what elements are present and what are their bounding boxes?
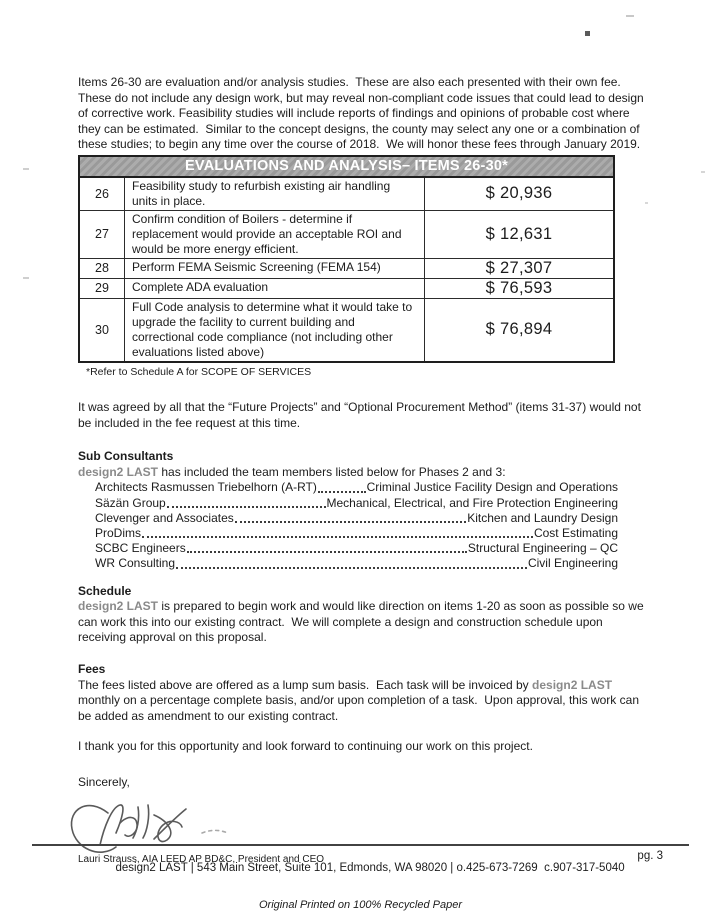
schedule-section — [78, 584, 648, 646]
table-row — [80, 178, 613, 211]
item-fee-cell: $ 76,593 — [424, 279, 613, 298]
scan-artifact — [585, 31, 590, 36]
sub-consultants-heading: Sub Consultants — [78, 449, 174, 464]
consultant-name: WR Consulting — [95, 556, 176, 571]
fee-table — [78, 155, 615, 363]
list-item — [95, 541, 618, 556]
table-row — [80, 211, 613, 259]
consultant-role: Mechanical, Electrical, and Fire Protection Engineering — [326, 495, 618, 510]
fee-table-body — [80, 178, 613, 361]
consultant-role: Criminal Justice Facility Design and Operations — [366, 480, 618, 495]
document-body — [78, 75, 648, 866]
consultant-role: Structural Engineering – QC — [467, 541, 618, 556]
list-item — [95, 480, 618, 495]
sub-consultants-section — [78, 449, 648, 571]
fees-heading: Fees — [78, 661, 106, 676]
item-number-cell: 27 — [80, 211, 125, 258]
scan-artifact — [626, 15, 634, 17]
consultant-role: Cost Estimating — [533, 525, 618, 540]
intro-paragraph: Items 26-30 are evaluation and/or analysis studies. These are also each presented with their own fee. These do not include any design work, but may reveal non-compliant code issues that could lead to design of corrective work. Feasibility studies will include reports of findings and opinions of probable cost where they can be estimated. Similar to the concept designs, the county may select any one or a combination of these studies; to begin any time over the course of 2018. We will honor these fees through January 2019. — [78, 75, 648, 152]
list-item — [95, 526, 618, 541]
table-footnote: *Refer to Schedule A for SCOPE OF SERVICES — [86, 365, 312, 378]
table-row — [80, 279, 613, 299]
fees-paragraph — [78, 678, 648, 725]
list-item — [95, 556, 618, 571]
table-row — [80, 299, 613, 361]
agreement-paragraph: It was agreed by all that the “Future Projects” and “Optional Procurement Method” (items 31-37) would not be included in the fee request at this time. — [78, 399, 645, 430]
item-description-cell: Confirm condition of Boilers - determine if replacement would provide an acceptable ROI and would be more energy efficient. — [132, 211, 402, 256]
item-fee-cell: $ 27,307 — [424, 259, 613, 278]
signatory-name: Lauri Strauss, AIA LEED AP BD&C, President and CEO — [78, 853, 325, 865]
item-description-cell: Full Code analysis to determine what it would take to upgrade the facility to current building and correctional code compliance (not including other evaluations listed above) — [132, 299, 413, 359]
item-description-cell: Feasibility study to refurbish existing air handling units in place. — [132, 178, 391, 208]
item-fee-cell: $ 76,894 — [424, 299, 613, 361]
brand-name: design2 LAST — [532, 677, 613, 692]
dot-leader — [167, 506, 326, 508]
schedule-heading: Schedule — [78, 583, 132, 598]
brand-name: design2 LAST — [78, 599, 159, 614]
list-item — [95, 511, 618, 526]
fees-section — [78, 662, 648, 724]
thank-you-line: I thank you for this opportunity and look forward to continuing our work on this project. — [78, 739, 533, 754]
sub-consultants-intro — [78, 465, 648, 481]
item-fee-cell: $ 12,631 — [424, 211, 613, 258]
salutation-line: Sincerely, — [78, 774, 130, 789]
schedule-paragraph-text: is prepared to begin work and would like direction on items 1-20 as soon as possible so we can work this into our existing contract. We will complete a design and construction schedule upon receiving approval on this proposal. — [78, 599, 647, 645]
footer-recycled-note: Original Printed on 100% Recycled Paper — [258, 899, 462, 911]
item-description-cell: Perform FEMA Seismic Screening (FEMA 154) — [132, 259, 381, 274]
consultant-role: Civil Engineering — [527, 556, 618, 571]
scan-artifact — [23, 277, 29, 279]
item-number-cell: 26 — [80, 178, 125, 210]
dot-leader — [187, 551, 467, 553]
consultant-name: SCBC Engineers — [95, 541, 186, 556]
dot-leader — [142, 536, 533, 538]
footer-contact-text: design2 LAST | 543 Main Street, Suite 101, Edmonds, WA 98020 | o.425-673-7269 c.907-317-5040 — [115, 862, 625, 874]
sub-consultants-list — [95, 480, 618, 571]
fees-paragraph-text-before: The fees listed above are offered as a lump sum basis. Each task will be invoiced by — [78, 677, 533, 692]
footer-divider — [32, 844, 689, 846]
scan-artifact — [23, 168, 29, 170]
page-footer — [32, 844, 689, 911]
footer-contact-line — [32, 850, 689, 898]
consultant-name: ProDims — [95, 525, 142, 540]
consultant-name: Clevenger and Associates — [95, 510, 234, 525]
table-row — [80, 259, 613, 279]
dot-leader — [235, 521, 466, 523]
dot-leader — [318, 491, 366, 493]
item-number-cell: 28 — [80, 259, 125, 278]
scan-artifact — [701, 171, 705, 173]
item-fee-cell: $ 20,936 — [424, 178, 613, 210]
fee-table-title: EVALUATIONS AND ANALYSIS– ITEMS 26-30* — [80, 157, 613, 178]
item-number-cell: 30 — [80, 299, 125, 361]
sub-consultants-intro-text: has included the team members listed below for Phases 2 and 3: — [158, 464, 506, 479]
item-description-cell: Complete ADA evaluation — [132, 279, 269, 294]
consultant-name: Säzän Group — [95, 495, 166, 510]
list-item — [95, 496, 618, 511]
fees-paragraph-text-after: monthly on a percentage complete basis, and/or upon completion of a task. Upon approval, this work can be added as amendment to our existing contract. — [78, 677, 643, 723]
consultant-name: Architects Rasmussen Triebelhorn (A-RT) — [95, 480, 317, 495]
dot-leader — [176, 567, 527, 569]
item-number-cell: 29 — [80, 279, 125, 298]
schedule-paragraph — [78, 599, 648, 646]
consultant-role: Kitchen and Laundry Design — [467, 510, 618, 525]
page-number: pg. 3 — [637, 850, 663, 862]
brand-name: design2 LAST — [78, 464, 159, 479]
